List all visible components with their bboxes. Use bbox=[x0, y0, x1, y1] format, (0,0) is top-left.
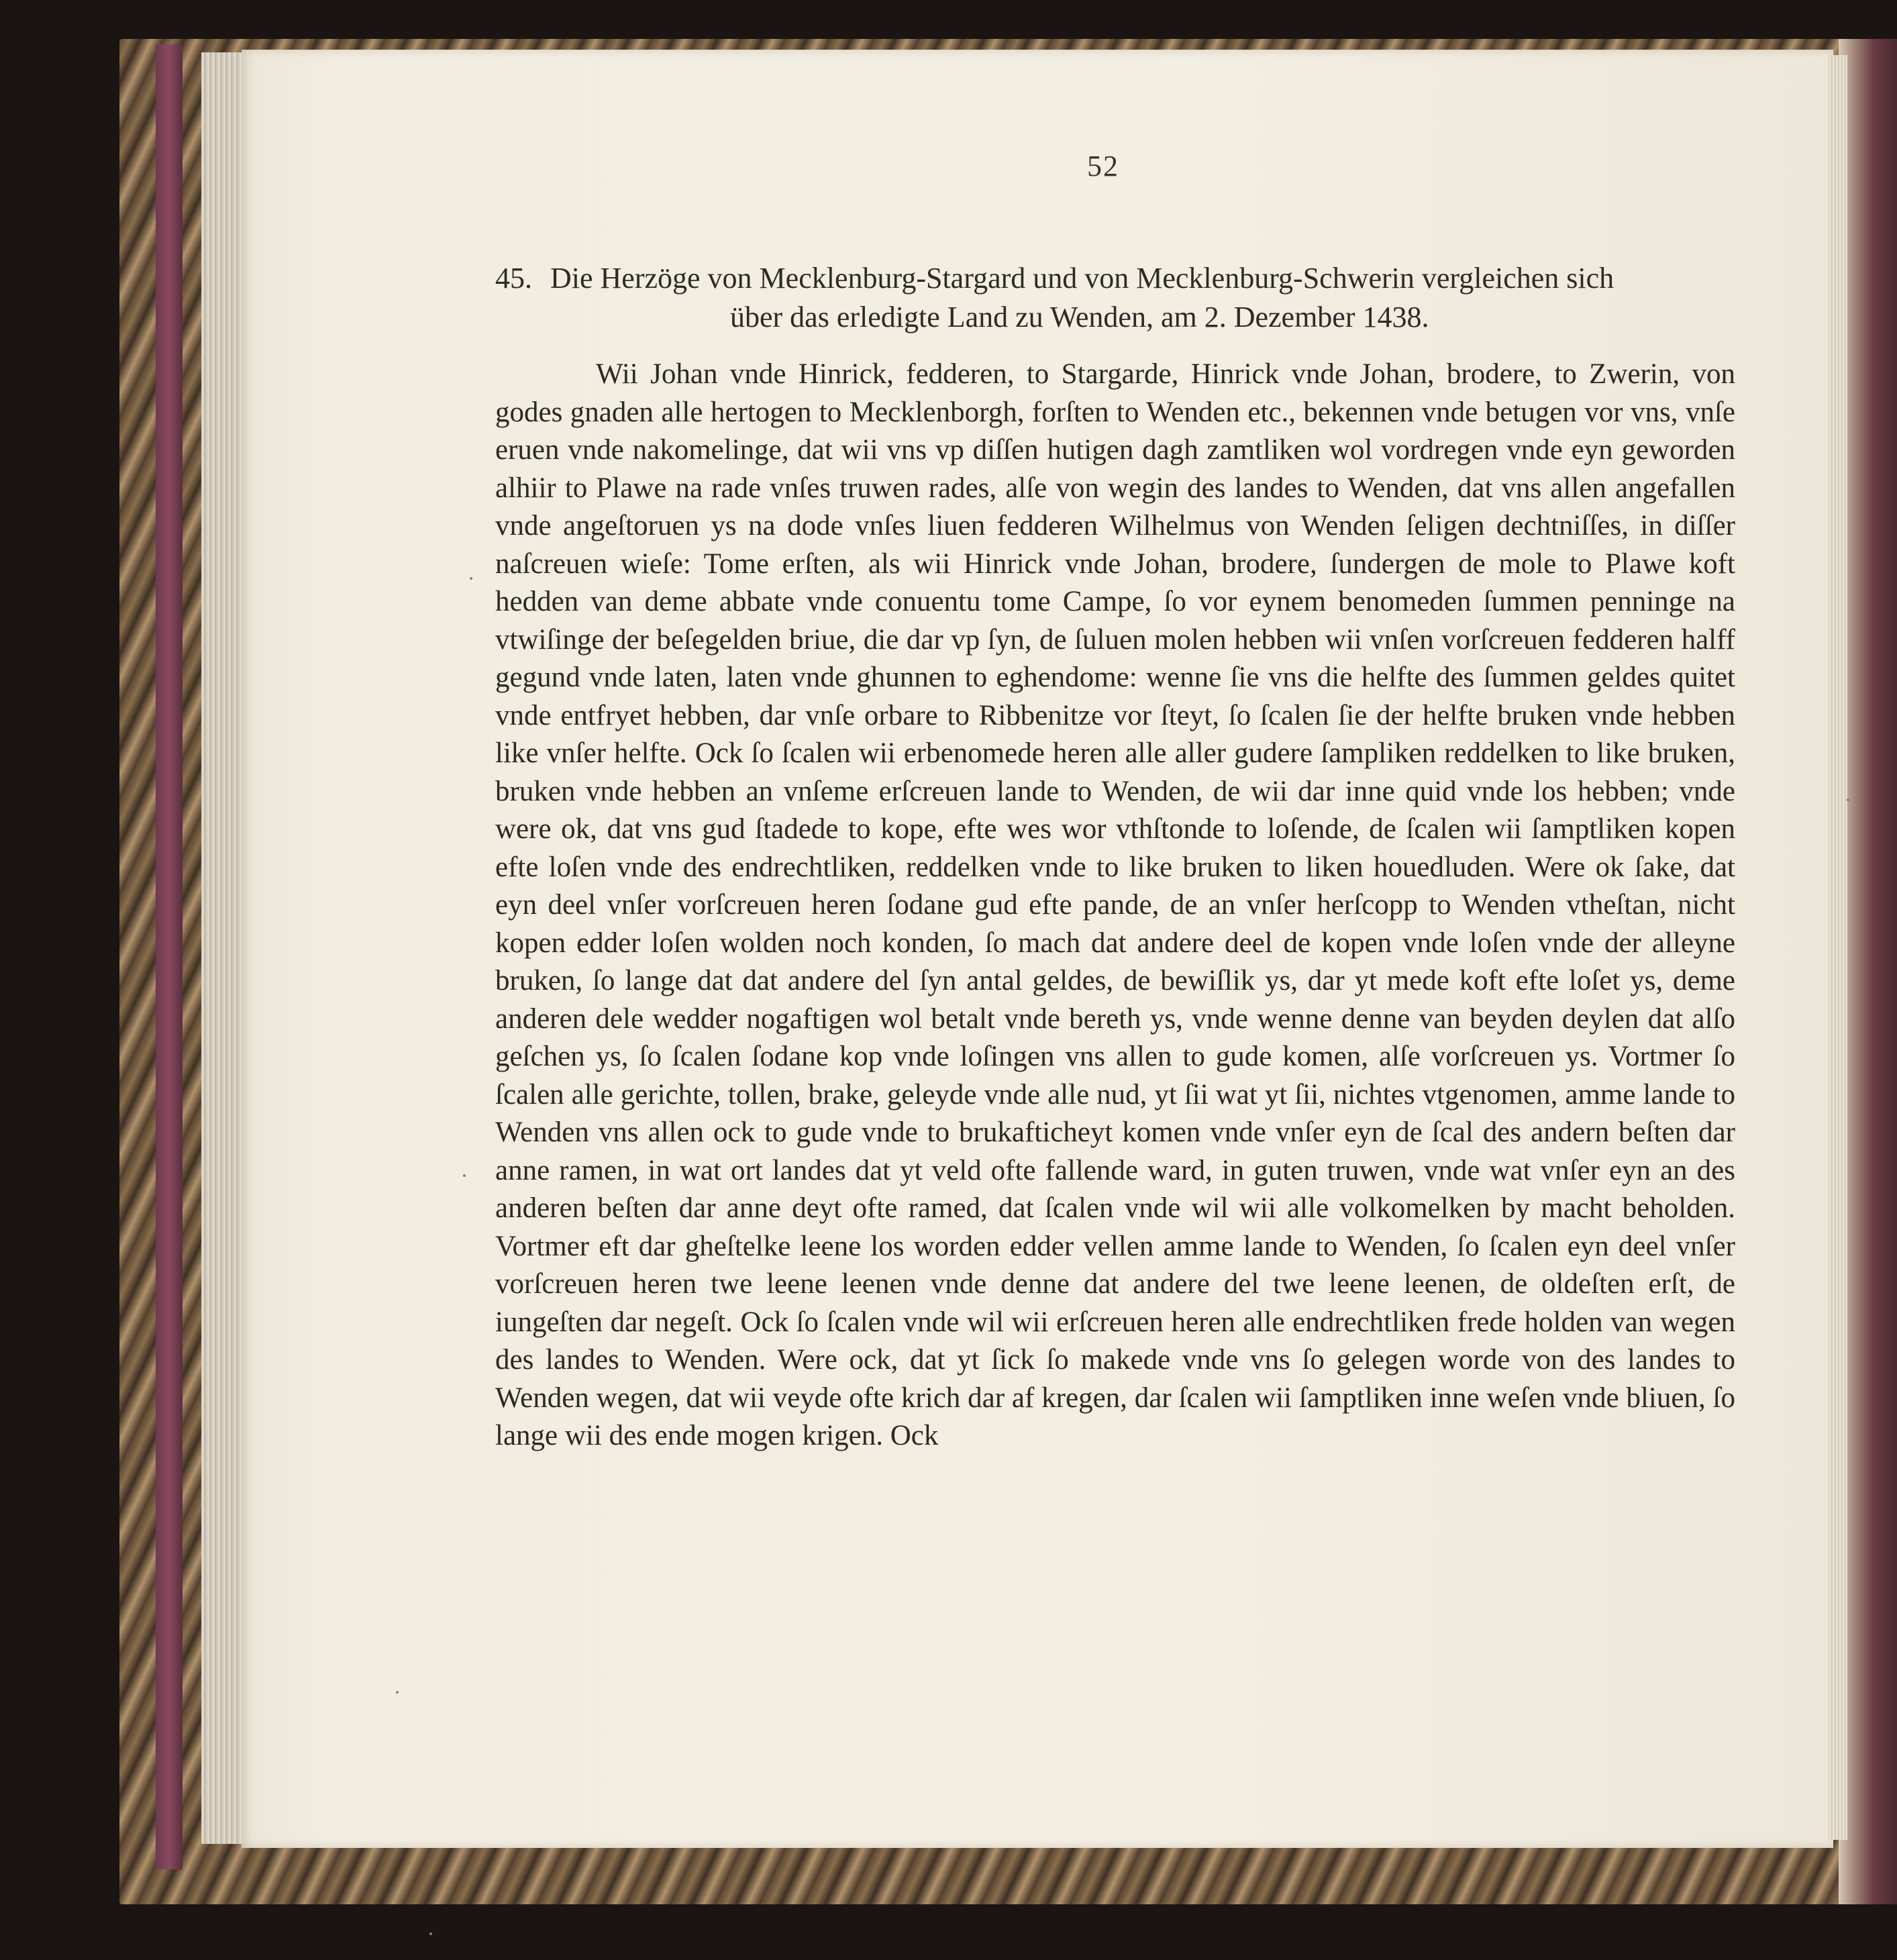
paper-speck bbox=[396, 1691, 399, 1694]
paper-speck bbox=[429, 1932, 432, 1935]
right-cover-edge bbox=[1839, 39, 1897, 1904]
document-heading bbox=[495, 259, 1735, 337]
paper-speck bbox=[463, 1174, 466, 1177]
heading-line-1: Die Herzöge von Mecklenburg-Stargard und von Mecklenburg-Schwerin vergleichen sich bbox=[550, 262, 1614, 295]
page-block-right-edge bbox=[1829, 55, 1847, 1840]
page-number: 52 bbox=[1087, 150, 1119, 183]
document-body-text: Wii Johan vnde Hinrick, fedderen, to Stargarde, Hinrick vnde Johan, brodere, to Zwerin, von godes gnaden alle hertogen to Mecklenborgh, forſten to Wenden etc., bekennen vnde betugen vor vns, vnſe eruen vnde nakomelinge, dat wii vns vp diſſen hutigen dagh zamtliken wol vordregen vnde eyn geworden alhiir to Plawe na rade vnſes truwen rades, alſe von wegin des landes to Wenden, dat vns allen angefallen vnde angeſtoruen ys na dode vnſes liuen fedderen Wilhelmus von Wenden ſeligen dechtniſſes, in diſſer naſcreuen wieſe: Tome erſten, als wii Hinrick vnde Johan, brodere, ſundergen de mole to Plawe koft hedden van deme abbate vnde conuentu tome Campe, ſo vor eynem benomeden ſummen penninge na vtwiſinge der beſegelden briue, die dar vp ſyn, de ſuluen molen hebben wii vnſen vorſcreuen fedderen halff gegund vnde laten, laten vnde ghunnen to eghendome: wenne ſie vns die helfte des ſummen geldes quitet vnde entfryet hebben, dar vnſe orbare to Ribbenitze vor ſteyt, ſo ſcalen ſie der helfte bruken vnde hebben like vnſer helfte. Ock ſo ſcalen wii erbenomede heren alle aller gudere ſampliken reddelken to like bruken, bruken vnde hebben an vnſeme erſcreuen lande to Wenden, de wii dar inne quid vnde los hebben; vnde were ok, dat vns gud ſtadede to kope, efte wes wor vthſtonde to loſende, de ſcalen wii ſamptliken kopen efte loſen vnde des endrechtliken, reddelken vnde to like bruken to liken houedluden. Were ok ſake, dat eyn deel vnſer vorſcreuen heren ſodane gud efte pande, de an vnſer herſcopp to Wenden vtheſtan, nicht kopen edder loſen wolden noch konden, ſo mach dat andere deel de kopen vnde loſen vnde der alleyne bruken, ſo lange dat dat andere del ſyn antal geldes, de bewiſlik ys, dar yt mede koft efte loſet ys, deme anderen dele wedder nogaftigen wol betalt vnde bereth ys, vnde wenne denne van beyden deylen dat alſo geſchen ys, ſo ſcalen ſodane kop vnde loſingen vns allen to gude komen, alſe vorſcreuen ys. Vortmer ſo ſcalen alle gerichte, tollen, brake, geleyde vnde alle nud, yt ſii wat yt ſii, nichtes vtgenomen, amme lande to Wenden vns allen ock to gude vnde to brukafticheyt komen vnde vnſer eyn de ſcal des andern beſten dar anne ramen, in wat ort landes dat yt veld ofte fallende ward, in guten truwen, vnde wat vnſer eyn an des anderen beſten dar anne deyt ofte ramed, dat ſcalen vnde wil wii alle volkomelken by macht beholden. Vortmer eft dar gheſtelke leene los worden edder vellen amme lande to Wenden, ſo ſcalen eyn deel vnſer vorſcreuen heren twe leene leenen vnde denne dat andere del twe leene leenen, de oldeſten erſt, de iungeſten dar negeſt. Ock ſo ſcalen vnde wil wii erſcreuen heren alle endrechtliken frede holden van wegen des landes to Wenden. Were ock, dat yt ſick ſo makede vnde vns ſo gelegen worde von des landes to Wenden wegen, dat wii veyde ofte krich dar af kregen, dar ſcalen wii ſamptliken inne weſen vnde bliuen, ſo lange wii des ende mogen krigen. Ock bbox=[495, 358, 1735, 1451]
cover-edge-band bbox=[156, 44, 183, 1869]
document-number: 45. bbox=[495, 262, 532, 295]
paper-speck bbox=[1847, 798, 1849, 801]
heading-line-2: über das erledigte Land zu Wenden, am 2. Dezember 1438. bbox=[730, 301, 1429, 333]
paper-speck bbox=[470, 577, 472, 580]
